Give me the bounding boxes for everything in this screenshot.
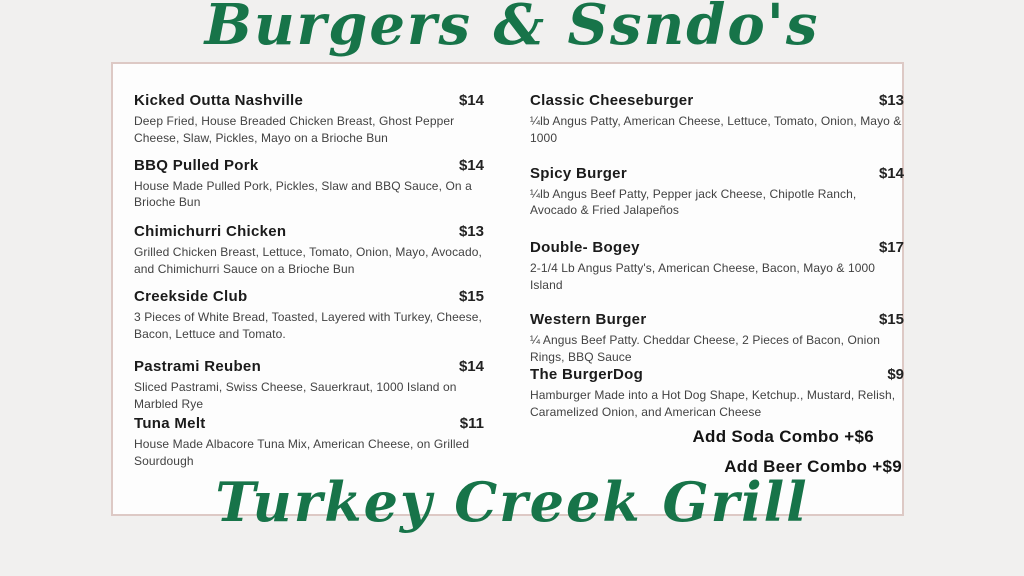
menu-item-kicked-outta-nashville — [134, 92, 484, 147]
menu-item-name: BBQ Pulled Pork — [134, 156, 259, 174]
menu-card — [111, 62, 904, 516]
menu-item-price: $14 — [458, 156, 484, 174]
menu-column-left — [134, 92, 484, 470]
menu-item-price: $14 — [458, 358, 484, 376]
menu-item-bbq-pulled-pork — [134, 157, 484, 212]
menu-item-classic-cheeseburger — [530, 92, 904, 147]
menu-item-creekside-club — [134, 288, 484, 343]
menu-item-description: 2-1/4 Lb Angus Patty's, American Cheese, Bacon, Mayo & 1000 Island — [530, 261, 876, 292]
menu-item-price: $13 — [878, 92, 904, 109]
menu-item-name: Creekside Club — [134, 287, 248, 305]
menu-item-price: $9 — [887, 366, 904, 384]
menu-item-description: Deep Fried, House Breaded Chicken Breast, Ghost Pepper Cheese, Slaw, Pickles, Mayo on a Brioche Bun — [134, 114, 455, 145]
menu-item-name: Western Burger — [530, 310, 647, 328]
menu-item-the-burgerdog — [530, 366, 904, 421]
menu-item-price: $15 — [878, 310, 904, 328]
menu-item-name: Classic Cheeseburger — [530, 92, 694, 109]
menu-item-name: Chimichurri Chicken — [134, 223, 287, 241]
menu-item-western-burger — [530, 311, 904, 366]
menu-item-name: Double- Bogey — [530, 239, 640, 257]
menu-item-double-bogey — [530, 239, 904, 294]
menu-item-description: House Made Pulled Pork, Pickles, Slaw and BBQ Sauce, On a Brioche Bun — [134, 178, 472, 210]
restaurant-name-script: Turkey Creek Grill — [215, 470, 809, 534]
menu-item-price: $15 — [458, 287, 484, 305]
menu-title-script: Burgers & Ssndo's — [204, 0, 820, 58]
menu-item-price: $14 — [878, 164, 904, 182]
menu-item-pastrami-reuben — [134, 358, 484, 413]
menu-column-right — [530, 92, 904, 477]
menu-item-tuna-melt — [134, 415, 484, 470]
menu-item-description: ¼lb Angus Beef Patty, Pepper jack Cheese, Chipotle Ranch, Avocado & Fried Jalapeños — [530, 186, 857, 218]
menu-item-description: Hamburger Made into a Hot Dog Shape, Ketchup., Mustard, Relish, Caramelized Onion, and American Cheese — [530, 388, 896, 420]
menu-item-description: 3 Pieces of White Bread, Toasted, Layered with Turkey, Cheese, Bacon, Lettuce and Tomato. — [134, 309, 482, 341]
menu-item-price: $14 — [458, 92, 484, 109]
menu-item-price: $13 — [458, 223, 484, 241]
menu-item-price: $11 — [459, 414, 484, 432]
menu-item-name: Kicked Outta Nashville — [134, 92, 304, 109]
menu-item-description: ¼ Angus Beef Patty. Cheddar Cheese, 2 Pieces of Bacon, Onion Rings, BBQ Sauce — [530, 332, 880, 364]
menu-item-name: Spicy Burger — [530, 164, 627, 182]
menu-item-description: Sliced Pastrami, Swiss Cheese, Sauerkraut, 1000 Island on Marbled Rye — [134, 380, 457, 412]
menu-item-name: Pastrami Reuben — [134, 358, 262, 376]
menu-item-spicy-burger — [530, 165, 904, 220]
addon-soda-combo: Add Soda Combo +$6 — [692, 426, 874, 446]
menu-item-description: House Made Albacore Tuna Mix, American Cheese, on Grilled Sourdough — [134, 436, 470, 468]
menu-item-name: The BurgerDog — [530, 366, 644, 384]
menu-item-description: Grilled Chicken Breast, Lettuce, Tomato, Onion, Mayo, Avocado, and Chimichurri Sauce on a Brioche Bun — [134, 245, 482, 276]
menu-item-chimichurri-chicken — [134, 223, 484, 278]
menu-item-price: $17 — [878, 239, 904, 257]
menu-item-name: Tuna Melt — [134, 414, 206, 432]
addon-beer-combo: Add Beer Combo +$9 — [724, 456, 902, 476]
menu-item-description: ¼lb Angus Patty, American Cheese, Lettuce, Tomato, Onion, Mayo & 1000 — [530, 114, 902, 145]
